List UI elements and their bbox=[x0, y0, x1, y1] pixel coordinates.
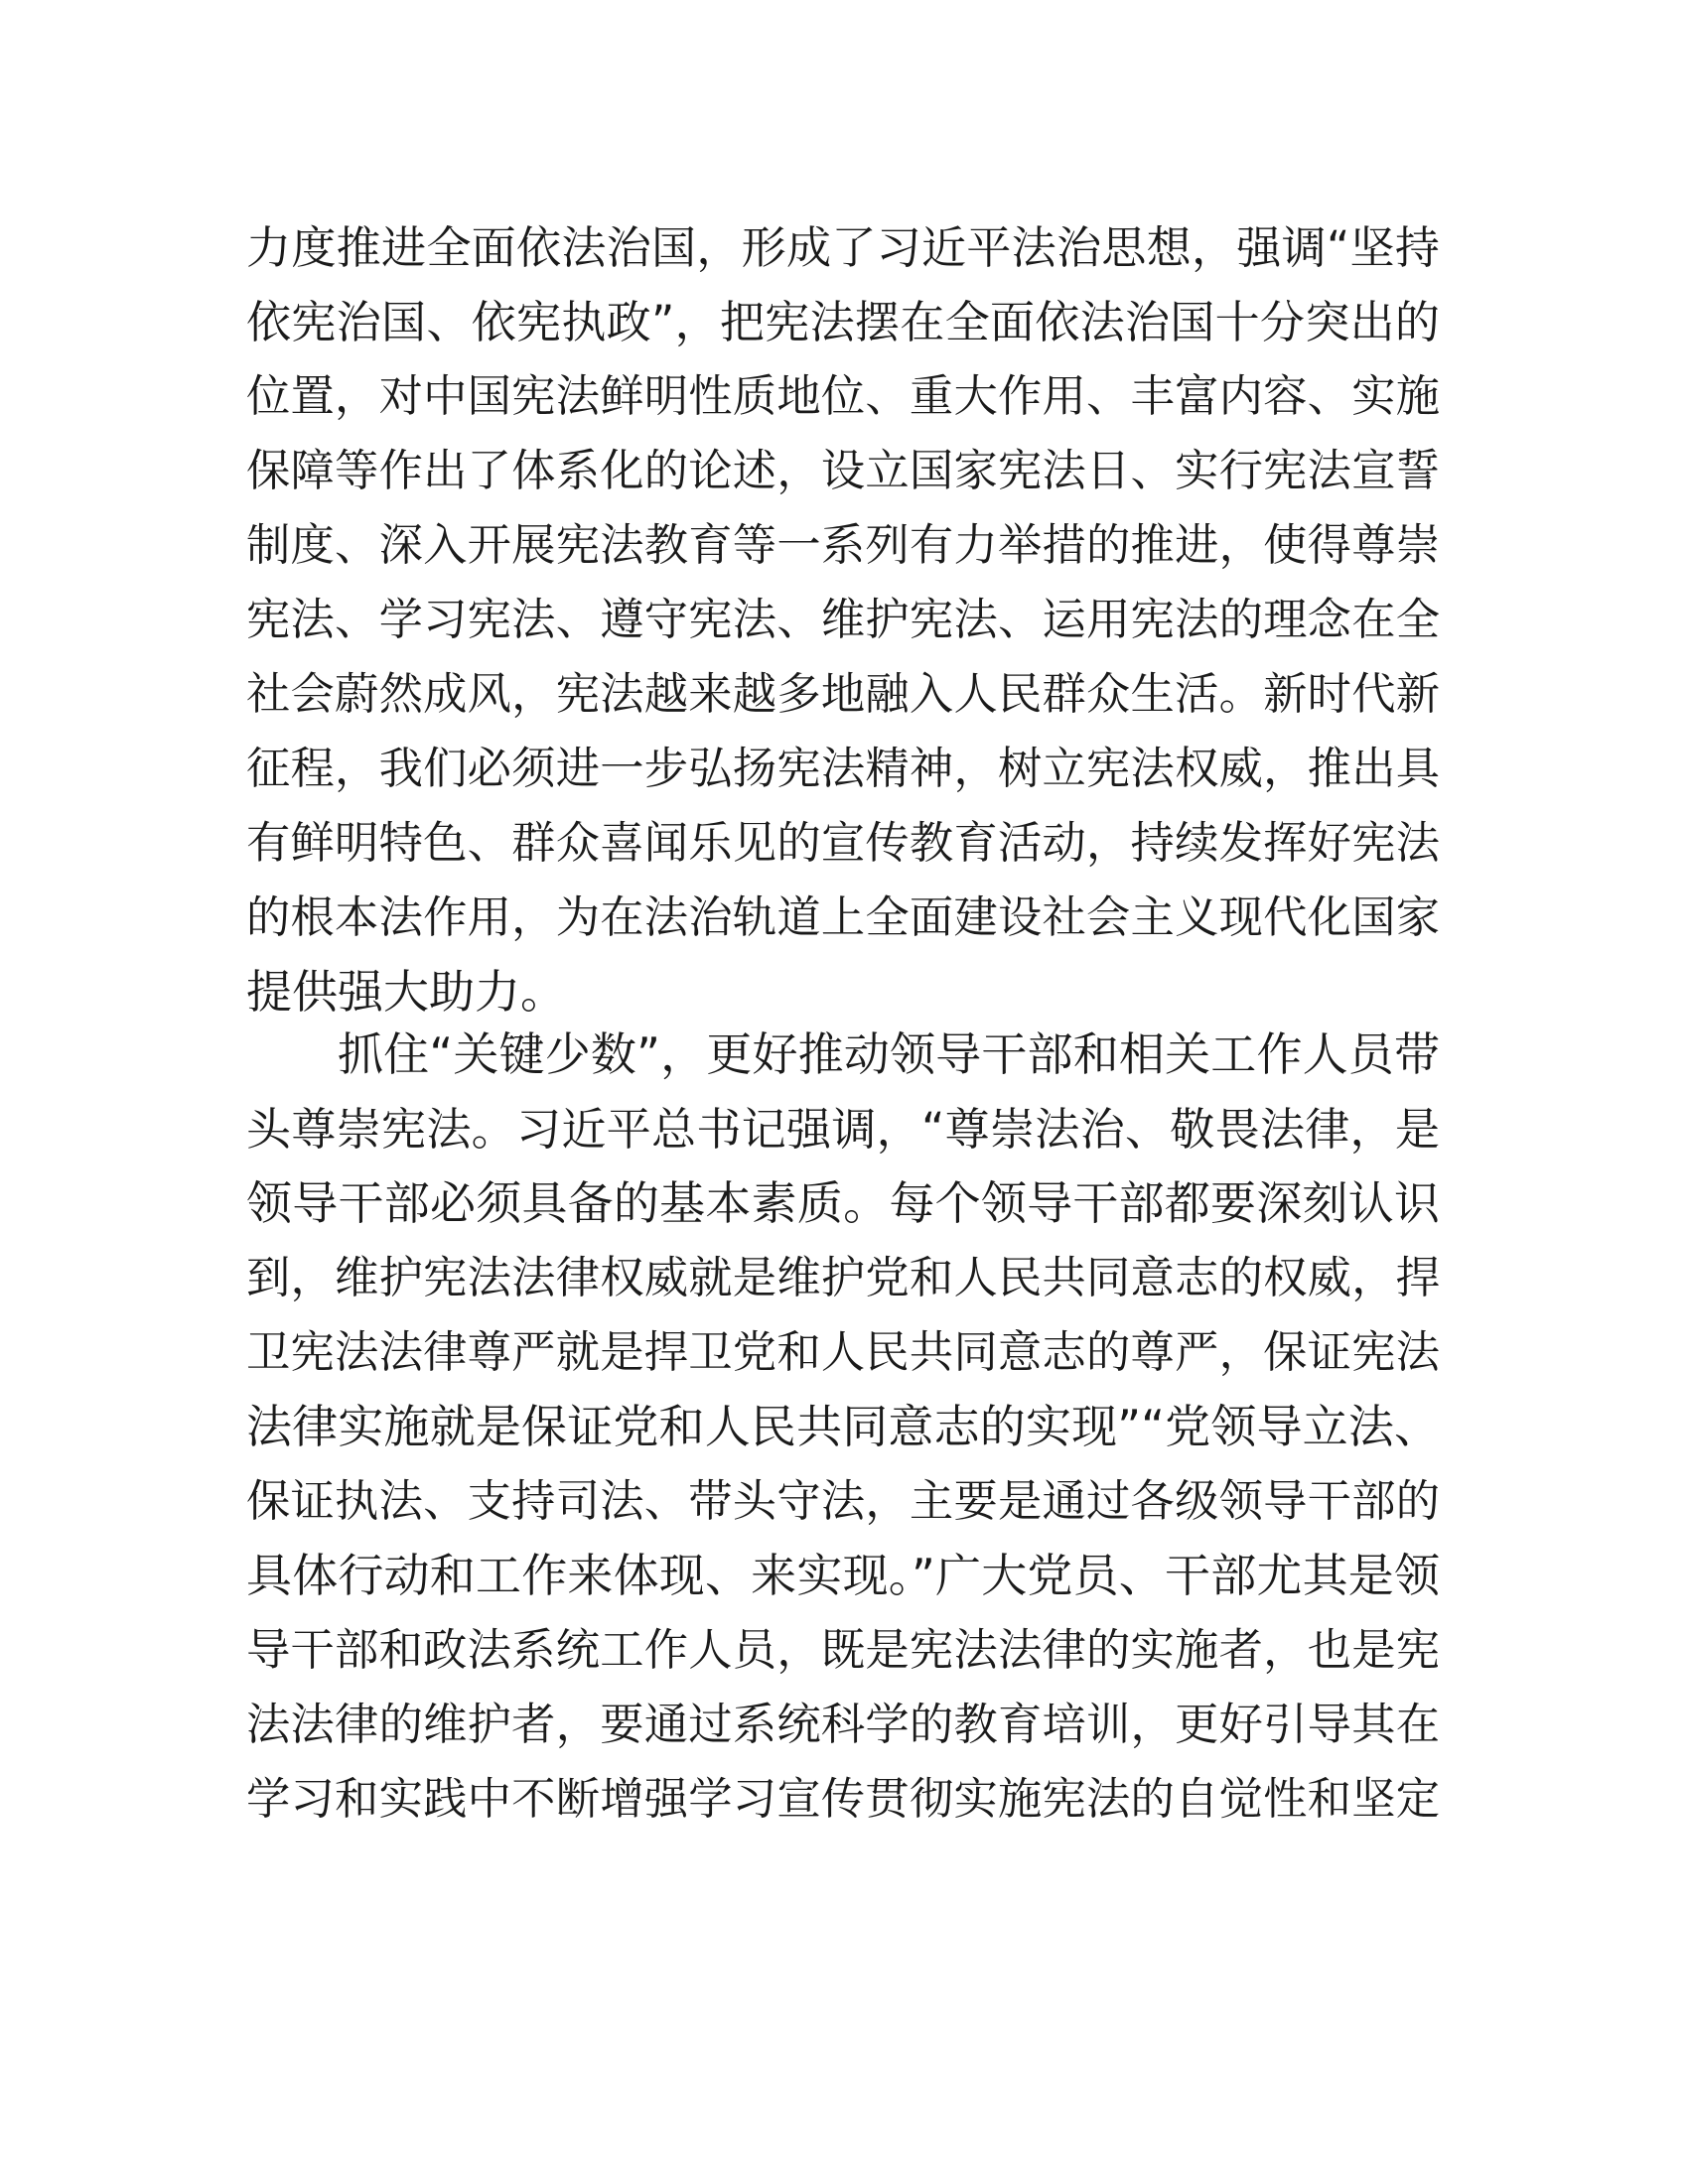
paragraph-line: 领导干部必须具备的基本素质。每个领导干部都要深刻认识 bbox=[246, 1176, 1440, 1230]
paragraph-line: 宪法、学习宪法、遵守宪法、维护宪法、运用宪法的理念在全 bbox=[246, 595, 1440, 645]
paragraph-line: 保证执法、支持司法、带头守法，主要是通过各级领导干部的 bbox=[246, 1476, 1440, 1527]
paragraph-line: 提供强大助力。 bbox=[246, 965, 566, 1019]
paragraph-line: 导干部和政法系统工作人员，既是宪法法律的实施者，也是宪 bbox=[246, 1625, 1440, 1676]
paragraph-line: 社会蔚然成风，宪法越来越多地融入人民群众生活。新时代新 bbox=[246, 669, 1440, 720]
paragraph-line: 卫宪法法律尊严就是捍卫党和人民共同意志的尊严，保证宪法 bbox=[246, 1327, 1440, 1378]
paragraph-line: 依宪治国、依宪执政”，把宪法摆在全面依法治国十分突出的 bbox=[246, 296, 1440, 348]
paragraph-line: 制度、深入开展宪法教育等一系列有力举措的推进，使得尊崇 bbox=[246, 520, 1440, 571]
paragraph-line: 征程，我们必须进一步弘扬宪法精神，树立宪法权威，推出具 bbox=[246, 744, 1440, 794]
paragraph-2 bbox=[246, 1018, 1440, 1837]
paragraph-line: 法法律的维护者，要通过系统科学的教育培训，更好引导其在 bbox=[246, 1700, 1440, 1750]
paragraph-line: 具体行动和工作来体现、来实现。”广大党员、干部尤其是领 bbox=[246, 1549, 1440, 1602]
paragraph-line: 学习和实践中不断增强学习宣传贯彻实施宪法的自觉性和坚定 bbox=[246, 1774, 1440, 1825]
paragraph-line: 保障等作出了体系化的论述，设立国家宪法日、实行宪法宣誓 bbox=[246, 446, 1440, 496]
paragraph-line: 到，维护宪法法律权威就是维护党和人民共同意志的权威，捍 bbox=[246, 1253, 1440, 1303]
paragraph-line: 的根本法作用，为在法治轨道上全面建设社会主义现代化国家 bbox=[246, 892, 1440, 943]
paragraph-line: 力度推进全面依法治国，形成了习近平法治思想，强调“坚持 bbox=[246, 221, 1440, 274]
paragraph-1 bbox=[246, 210, 1440, 1029]
paragraph-line: 头尊崇宪法。习近平总书记强调，“尊崇法治、敬畏法律，是 bbox=[246, 1103, 1440, 1156]
paragraph-line: 抓住“关键少数”，更好推动领导干部和相关工作人员带 bbox=[338, 1027, 1440, 1081]
paragraph-line: 有鲜明特色、群众喜闻乐见的宣传教育活动，持续发挥好宪法 bbox=[246, 818, 1440, 869]
paragraph-line: 位置，对中国宪法鲜明性质地位、重大作用、丰富内容、实施 bbox=[246, 371, 1440, 422]
paragraph-line: 法律实施就是保证党和人民共同意志的实现”“党领导立法、 bbox=[246, 1400, 1440, 1453]
